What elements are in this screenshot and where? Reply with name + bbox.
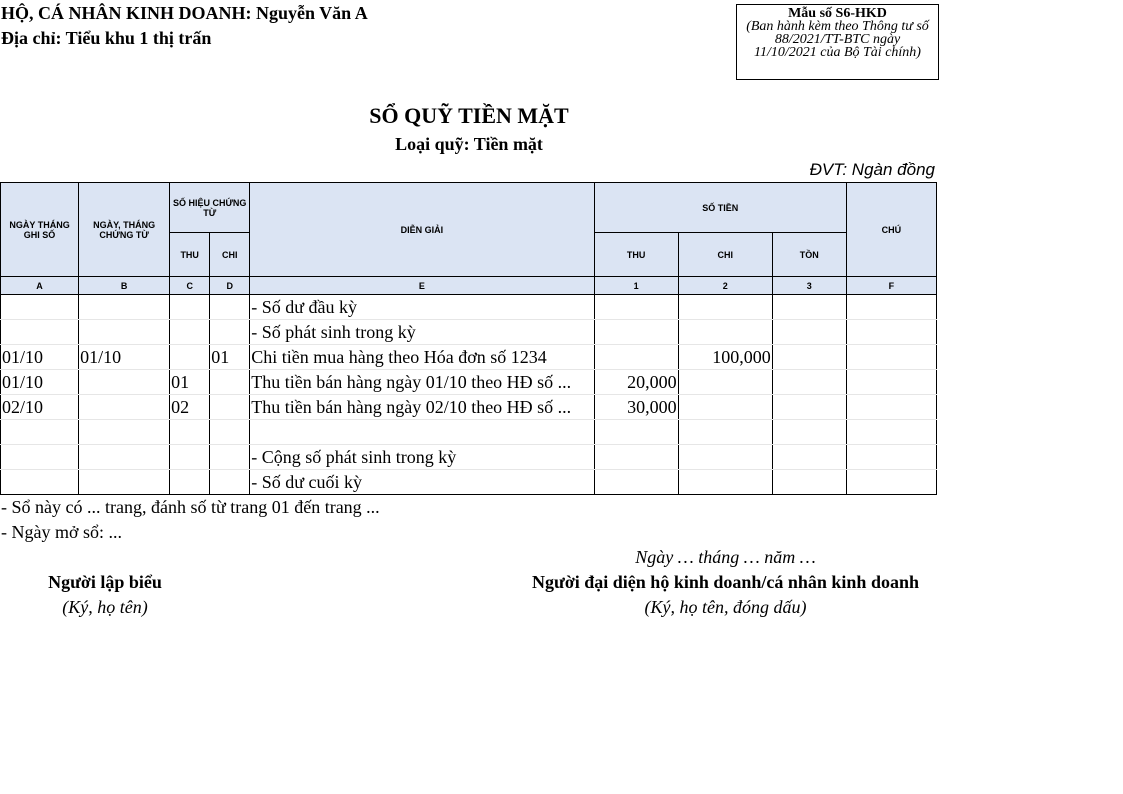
cell-amount-receipt [594, 445, 678, 470]
cell-balance [772, 470, 846, 495]
cell-amount-payment [678, 420, 772, 445]
cell-amount-payment [678, 470, 772, 495]
form-code-box [736, 4, 939, 80]
cell-receipt-no [170, 320, 210, 345]
cell-amount-payment [678, 370, 772, 395]
col-code: 2 [678, 277, 772, 295]
cell-note [846, 345, 936, 370]
cell-voucher-date [79, 320, 170, 345]
col-header-balance: TỒN [772, 233, 846, 277]
col-code: B [79, 277, 170, 295]
table-row [1, 470, 937, 495]
cell-payment-no [210, 420, 250, 445]
col-header-record-date: NGÀY THÁNG GHI SỐ [1, 183, 79, 277]
signature-date: Ngày … tháng … năm … [635, 547, 816, 567]
col-header-description: DIỄN GIẢI [250, 183, 594, 277]
cell-payment-no: 01 [210, 345, 250, 370]
cell-balance [772, 445, 846, 470]
cell-receipt-no [170, 470, 210, 495]
cell-balance [772, 395, 846, 420]
table-row [1, 420, 937, 445]
business-name: HỘ, CÁ NHÂN KINH DOANH: Nguyễn Văn A [1, 3, 368, 23]
col-code: E [250, 277, 594, 295]
cell-description: - Số dư cuối kỳ [250, 470, 594, 495]
cell-description: - Số dư đầu kỳ [250, 295, 594, 320]
col-code: F [846, 277, 936, 295]
col-header-note: CHÚ [846, 183, 936, 277]
cell-amount-payment [678, 295, 772, 320]
cell-payment-no [210, 295, 250, 320]
cell-description: Thu tiền bán hàng ngày 02/10 theo HĐ số ... [250, 395, 594, 420]
cell-amount-receipt: 20,000 [594, 370, 678, 395]
cell-note [846, 370, 936, 395]
table-row [1, 370, 937, 395]
cell-description: - Số phát sinh trong kỳ [250, 320, 594, 345]
col-code: D [210, 277, 250, 295]
table-row [1, 295, 937, 320]
form-code: Mẫu số S6-HKD [788, 6, 887, 21]
cell-balance [772, 295, 846, 320]
cell-amount-payment: 100,000 [678, 345, 772, 370]
cell-voucher-date [79, 295, 170, 320]
cell-record-date: 01/10 [1, 370, 79, 395]
cell-amount-receipt [594, 320, 678, 345]
cell-voucher-date [79, 395, 170, 420]
cell-amount-payment [678, 320, 772, 345]
form-description: (Ban hành kèm theo Thông tư số 88/2021/TT-BTC ngày 11/10/2021 của Bộ Tài chính) [746, 19, 929, 60]
cell-payment-no [210, 470, 250, 495]
col-code: C [170, 277, 210, 295]
cell-record-date: 01/10 [1, 345, 79, 370]
cell-note [846, 445, 936, 470]
table-row [1, 320, 937, 345]
cell-voucher-date [79, 470, 170, 495]
cell-receipt-no [170, 420, 210, 445]
cell-note [846, 420, 936, 445]
col-header-voucher-number: SỐ HIỆU CHỨNG TỪ [170, 183, 250, 233]
cell-amount-receipt [594, 345, 678, 370]
cell-receipt-no [170, 345, 210, 370]
col-header-voucher-receipt: THU [170, 233, 210, 277]
cell-payment-no [210, 395, 250, 420]
cell-amount-payment [678, 445, 772, 470]
open-date-note: - Ngày mở sổ: ... [1, 522, 123, 542]
representative-signature-note: (Ký, họ tên, đóng dấu) [644, 597, 807, 617]
cell-record-date [1, 420, 79, 445]
cell-balance [772, 320, 846, 345]
cell-note [846, 395, 936, 420]
cash-ledger-table [0, 182, 937, 495]
cell-amount-receipt: 30,000 [594, 395, 678, 420]
preparer-title: Người lập biểu [48, 572, 162, 592]
cell-note [846, 320, 936, 345]
col-code: 1 [594, 277, 678, 295]
cell-receipt-no: 01 [170, 370, 210, 395]
cell-amount-receipt [594, 420, 678, 445]
page-title: SỔ QUỸ TIỀN MẶT [369, 103, 569, 128]
cell-description [250, 420, 594, 445]
cell-record-date [1, 445, 79, 470]
fund-type: Loại quỹ: Tiền mặt [395, 134, 543, 154]
cell-amount-payment [678, 395, 772, 420]
table-row [1, 395, 937, 420]
cell-payment-no [210, 320, 250, 345]
cell-voucher-date: 01/10 [79, 345, 170, 370]
preparer-signature-note: (Ký, họ tên) [62, 597, 148, 617]
table-row [1, 445, 937, 470]
cell-voucher-date [79, 445, 170, 470]
cell-note [846, 295, 936, 320]
col-header-voucher-payment: CHI [210, 233, 250, 277]
cell-balance [772, 345, 846, 370]
cell-record-date [1, 320, 79, 345]
cell-voucher-date [79, 370, 170, 395]
col-header-amount-payment: CHI [678, 233, 772, 277]
cell-amount-receipt [594, 470, 678, 495]
cell-receipt-no [170, 295, 210, 320]
cell-balance [772, 420, 846, 445]
cell-record-date [1, 470, 79, 495]
col-header-amount: SỐ TIỀN [594, 183, 846, 233]
unit-label: ĐVT: Ngàn đồng [809, 160, 935, 179]
cell-voucher-date [79, 420, 170, 445]
col-code: A [1, 277, 79, 295]
page-count-note: - Sổ này có ... trang, đánh số từ trang 01 đến trang ... [1, 497, 380, 517]
cell-description: Chi tiền mua hàng theo Hóa đơn số 1234 [250, 345, 594, 370]
col-header-voucher-date: NGÀY, THÁNG CHỨNG TỪ [79, 183, 170, 277]
col-header-amount-receipt: THU [594, 233, 678, 277]
table-row [1, 345, 937, 370]
cell-amount-receipt [594, 295, 678, 320]
cell-note [846, 470, 936, 495]
cell-balance [772, 370, 846, 395]
cell-description: Thu tiền bán hàng ngày 01/10 theo HĐ số ... [250, 370, 594, 395]
cell-record-date [1, 295, 79, 320]
cell-record-date: 02/10 [1, 395, 79, 420]
cell-payment-no [210, 445, 250, 470]
business-address: Địa chỉ: Tiểu khu 1 thị trấn [1, 28, 212, 48]
cell-payment-no [210, 370, 250, 395]
cell-description: - Cộng số phát sinh trong kỳ [250, 445, 594, 470]
cell-receipt-no: 02 [170, 395, 210, 420]
cell-receipt-no [170, 445, 210, 470]
col-code: 3 [772, 277, 846, 295]
representative-title: Người đại diện hộ kinh doanh/cá nhân kinh doanh [532, 572, 919, 592]
